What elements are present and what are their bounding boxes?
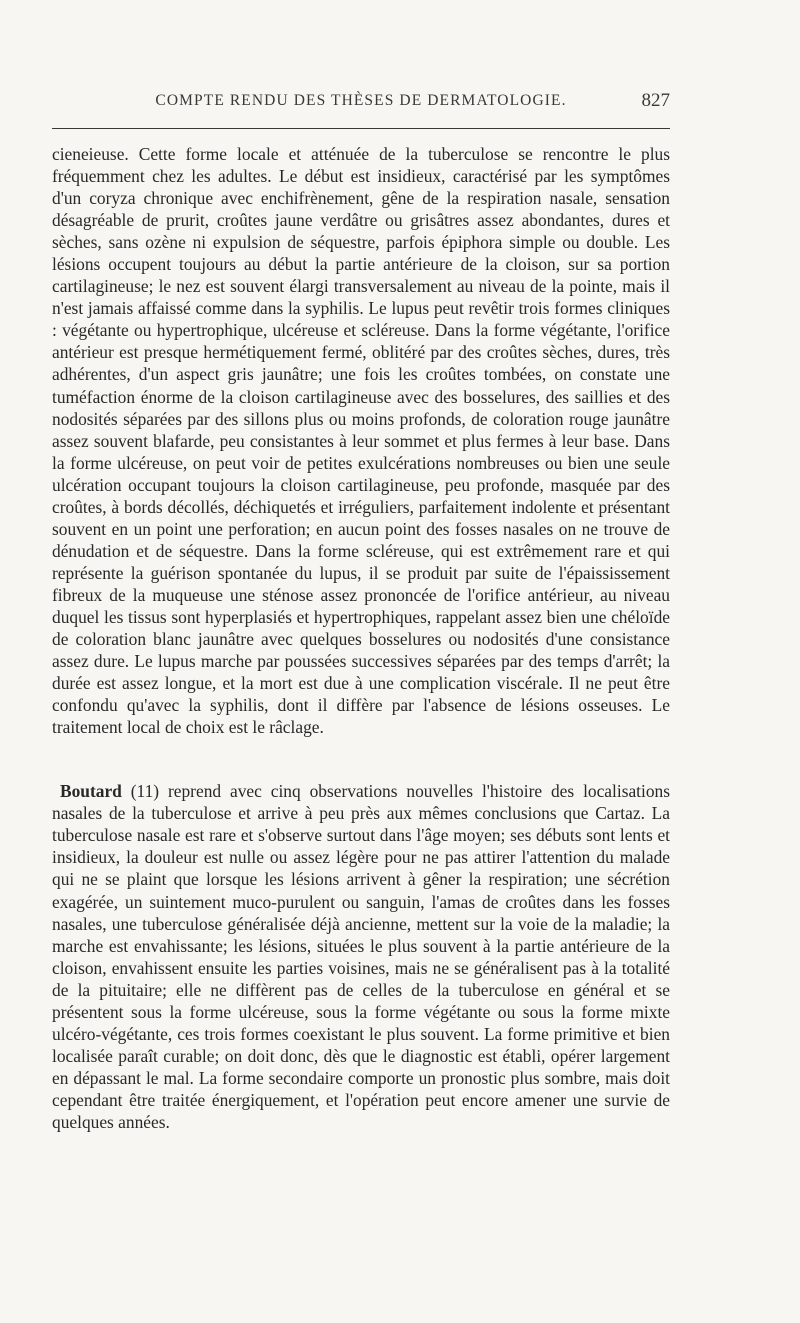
- page-number: 827: [641, 90, 670, 111]
- running-title: COMPTE RENDU DES THÈSES DE DERMATOLOGIE.: [155, 92, 567, 109]
- body-text: [52, 143, 670, 1133]
- author-name: Boutard: [60, 781, 122, 802]
- paragraph-boutard-text: (11) reprend avec cinq observations nouvelles l'histoire des localisations nasales de la tuberculose et arrive à peu près aux mêmes conclusions que Cartaz. La tuberculose nasale est rare et s'observe surtout dans l'âge moyen; ses débuts sont lents et insidieux, la douleur est nulle ou assez légère pour ne pas attirer l'attention du malade qui ne se plaint que lorsque les lésions arrivent à gêner la respiration; une sécrétion exagérée, un suintement muco-purulent ou sanguin, l'amas de croûtes dans les fosses nasales, une tuberculose généralisée déjà ancienne, mettent sur la voie de la maladie; la marche est envahissante; les lésions, situées le plus souvent à la partie antérieure de la cloison, envahissent ensuite les parties voisines, mais ne se généralisent pas à la totalité de la pituitaire; elle ne diffèrent pas de celles de la tuberculose en général et se présentent sous la forme ulcéreuse, sous la forme végétante ou sous la forme mixte ulcéro-végétante, ces trois formes coexistant le plus souvent. La forme primitive et bien localisée paraît curable; on doit donc, dès que le diagnostic est établi, opérer largement en dépassant le mal. La forme secondaire comporte un pronostic plus sombre, mais doit cependant être traitée énergiquement, et l'opération peut encore amener une survie de quelques années.: [52, 781, 670, 1132]
- paragraph-lupus: cieneieuse. Cette forme locale et atténuée de la tuberculose se rencontre le plus fréquemment chez les adultes. Le début est insidieux, caractérisé par les symptômes d'un coryza chronique avec enchifrènement, gêne de la respiration nasale, sensation désagréable de prurit, croûtes jaune verdâtre ou grisâtres assez abondantes, dures et sèches, sans ozène ni expulsion de séquestre, parfois épiphora simple ou double. Les lésions occupent toujours au début la partie antérieure de la cloison, sur sa portion cartilagineuse; le nez est souvent élargi transversalement au niveau de la pointe, mais il n'est jamais affaissé comme dans la syphilis. Le lupus peut revêtir trois formes cliniques : végétante ou hypertrophique, ulcéreuse et scléreuse. Dans la forme végétante, l'orifice antérieur est presque hermétiquement fermé, oblitéré par des croûtes sèches, dures, très adhérentes, d'un aspect gris jaunâtre; une fois les croûtes tombées, on constate une tuméfaction énorme de la cloison cartilagineuse avec des bosselures, des saillies et des nodosités séparées par des sillons plus ou moins profonds, de coloration rouge jaunâtre assez souvent blafarde, peu consistantes à leur sommet et plus fermes à leur base. Dans la forme ulcéreuse, on peut voir de petites exulcérations nombreuses ou bien une seule ulcération occupant toujours la cloison cartilagineuse, peu profonde, masquée par des croûtes, à bords décollés, déchiquetés et irréguliers, parfaitement indolente et présentant souvent en un point une perforation; en aucun point des fosses nasales on ne trouve de dénudation et de séquestre. Dans la forme scléreuse, qui est extrêmement rare et qui représente la guérison spontanée du lupus, il se produit par suite de l'épaississement fibreux de la muqueuse une sténose assez prononcée de l'orifice antérieur, au niveau duquel les tissus sont hyperplasiés et hypertrophiques, rappelant assez bien une chéloïde de coloration blanc jaunâtre avec quelques bosselures ou nodosités d'une consistance assez dure. Le lupus marche par poussées successives séparées par des temps d'arrêt; la durée est assez longue, et la mort est due à une complication viscérale. Il ne peut être confondu qu'avec la syphilis, dont il diffère par l'absence de lésions osseuses. Le traitement local de choix est le râclage.: [52, 144, 670, 738]
- header-rule: [52, 128, 670, 129]
- page-header: [52, 92, 670, 118]
- paragraph-boutard: [52, 780, 670, 1133]
